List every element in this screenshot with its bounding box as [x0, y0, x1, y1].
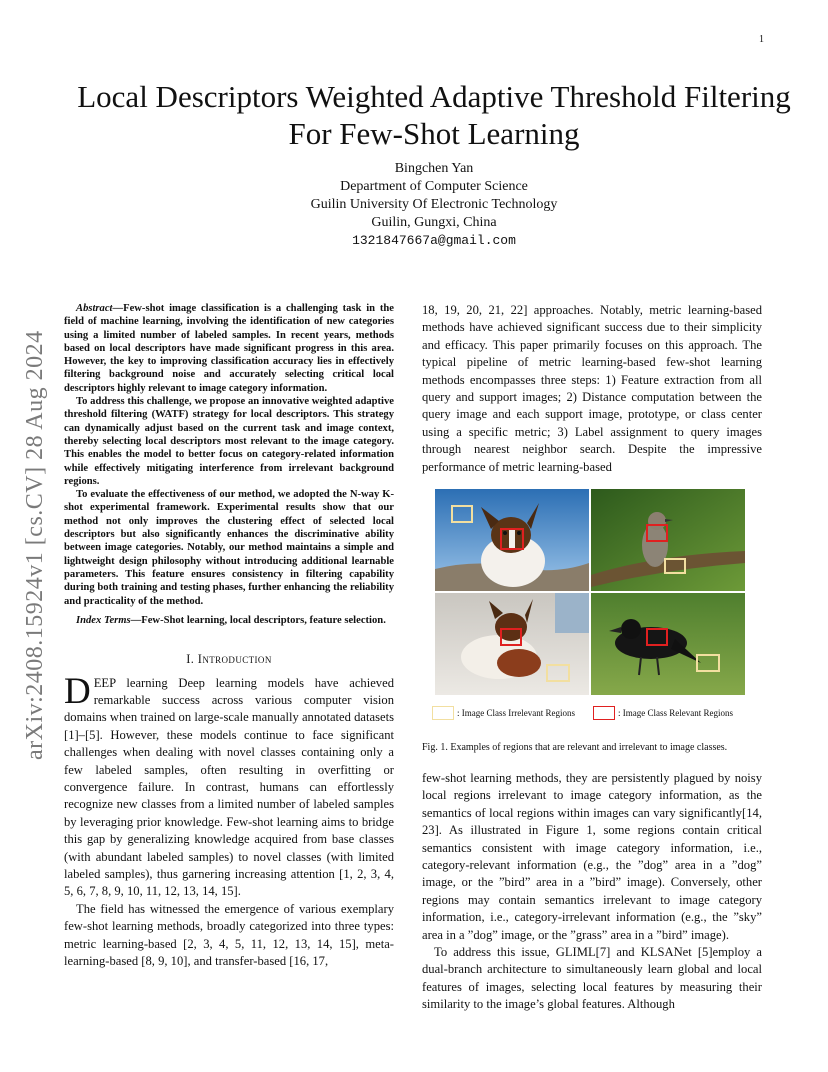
author-email[interactable]: 1321847667a@gmail.com	[352, 233, 516, 248]
page-number: 1	[759, 34, 764, 45]
figure-1-image-grid	[435, 489, 745, 695]
right-column-top	[422, 302, 762, 476]
section-number: I.	[186, 652, 195, 667]
intro-paragraph-2-continued: 18, 19, 20, 21, 22] approaches. Notably, metric learning-based methods have achieved significant success due to their simplicity and efficacy. This paper primarily focuses on this approach. The typical pipeline of metric learning-based few-shot learning methods encompasses three steps: 1) Feature extraction from all query and support images; 2) Distance computation between the query image and each support image, prototype, or class center using a specific metric; 3) Label assignment to query images through nearest neighbor search. Despite the impressive performance of metric learning-based	[422, 303, 762, 474]
abstract: Abstract—Few-shot image classification is a challenging task in the field of machine learning, involving the identification of new categories using a limited number of labeled samples. In recent years, methods based on local descriptors have made significant progress in this area. However, the key to improving classification accuracy lies in effectively filtering background noise and accurately selecting critical local descriptors highly relevant to image category information. To address this challenge, we propose an innovative weighted adaptive threshold filtering (WATF) strategy for local descriptors. This strategy can dynamically adjust based on the current task and image context, thereby selecting local descriptors most relevant to the image category. This enables the model to better focus on category-related information while effectively mitigating interference from irrelevant background regions. To evaluate the effectiveness of our method, we adopted the N-way K-shot experimental framework. Experimental results show that our method not only improves the clustering effect of selected local descriptors but also significantly enhances the discriminative ability between image categories. Notably, our method maintains a simple and lightweight design philosophy without introducing additional learnable parameters. This feature ensures consistency in filtering capability during both training and testing phases, further enhancing the reliability and practicality of the method. Index Terms—Few-Shot learning, local descriptors, feature selection.	[64, 303, 394, 626]
index-terms: Few-Shot learning, local descriptors, feature selection.	[141, 614, 386, 626]
author-department: Department of Computer Science	[340, 179, 528, 194]
author-location: Guilin, Gungxi, China	[371, 215, 497, 230]
left-column	[64, 302, 394, 970]
author-name: Bingchen Yan	[394, 161, 474, 176]
dropcap: D	[64, 670, 91, 712]
legend-irrelevant-swatch	[432, 706, 454, 720]
section-title: Introduction	[197, 652, 272, 667]
abstract-p3: To evaluate the effectiveness of our method, we adopted the N-way K-shot experimental framework. Experimental results show that our method not only improves the clustering effect of selected local descriptors but also significantly enhances the discriminative ability between image categories. Notably, our method maintains a simple and lightweight design philosophy without introducing additional learnable parameters. This feature ensures consistency in filtering capability during both training and testing phases, further enhancing the reliability and practicality of the method.	[64, 489, 394, 607]
intro-paragraph-1: DEEP learning Deep learning models have achieved remarkable success across various computer vision domains when trained on large-scale manually annotated datasets [1]–[5]. However, these models continue to face significant challenges when dealing with novel classes containing only a few labeled samples, often resulting in overfitting or convergence failure. In contrast, humans can effortlessly recognize new classes from a limited number of labeled samples by leveraging prior knowledge. Few-shot learning aims to bridge this gap by generalizing knowledge acquired from base classes (with abundant labeled samples) to novel classes (with limited labeled samples), thus garnering increasing attention [1, 2, 3, 4, 5, 6, 7, 8, 9, 10, 11, 12, 13, 14, 15].	[64, 670, 394, 899]
abstract-label: Abstract	[76, 303, 113, 314]
author-university: Guilin University Of Electronic Technology	[310, 197, 558, 212]
dog-photo-1	[435, 489, 589, 591]
abstract-p1: Few-shot image classification is a challenging task in the field of machine learning, involving the identification of new categories using a limited number of labeled samples. In recent years, methods based on local descriptors have made significant progress in this area. However, the key to improving classification accuracy lies in effectively filtering background noise and accurately selecting critical local descriptors highly relevant to image category information.	[64, 303, 394, 394]
figure-legend	[432, 706, 762, 720]
paper-title: Local Descriptors Weighted Adaptive Threshold Filtering For Few-Shot Learning	[77, 79, 791, 151]
legend-irrelevant-label: : Image Class Irrelevant Regions	[457, 708, 575, 718]
intro-paragraph-2: The field has witnessed the emergence of various exemplary few-shot learning methods, broadly categorized into three types: metric learning-based [2, 3, 4, 5, 11, 12, 13, 14, 15], meta-learning-based [8, 9, 10], and transfer-based [16, 17,	[64, 901, 394, 969]
section-heading-introduction	[64, 651, 394, 668]
author-block	[70, 160, 798, 250]
abstract-p2: To address this challenge, we propose an innovative weighted adaptive threshold filtering (WATF) strategy for local descriptors. This strategy can dynamically adjust based on the current task and image context, thereby selecting local descriptors most relevant to the image category. This enables the model to better focus on category-related information while effectively mitigating interference from irrelevant background regions.	[64, 396, 394, 487]
intro-paragraph-4: To address this issue, GLIML[7] and KLSANet [5]employ a dual-branch architecture to simultaneously learn global and local features of images, selecting local features by measuring their similarity to the image’s global features. Although	[422, 945, 762, 1012]
right-column-bottom	[422, 770, 762, 1014]
figure-caption: Fig. 1. Examples of regions that are relevant and irrelevant to image classes.	[422, 742, 728, 753]
intro-paragraph-3: few-shot learning methods, they are persistently plagued by noisy local regions irrelevant to image category information, as the semantics of local regions within images can vary significantly[14, 23]. As illustrated in Figure 1, some regions contain critical semantics consistent with image category information, i.e., category-relevant information (e.g., the ”dog” area in a ”dog” image, or the ”bird” area in a ”bird” image). Conversely, other regions may contain semantics irrelevant to image category information, i.e., category-irrelevant information (e.g., the ”sky” area in a ”dog” image, or the ”grass” area in a ”bird” image).	[422, 771, 762, 942]
legend-relevant-swatch	[593, 706, 615, 720]
legend-relevant-label: : Image Class Relevant Regions	[617, 708, 733, 718]
index-terms-label: Index Terms	[76, 614, 131, 626]
arxiv-stamp: arXiv:2408.15924v1 [cs.CV] 28 Aug 2024	[22, 330, 48, 760]
